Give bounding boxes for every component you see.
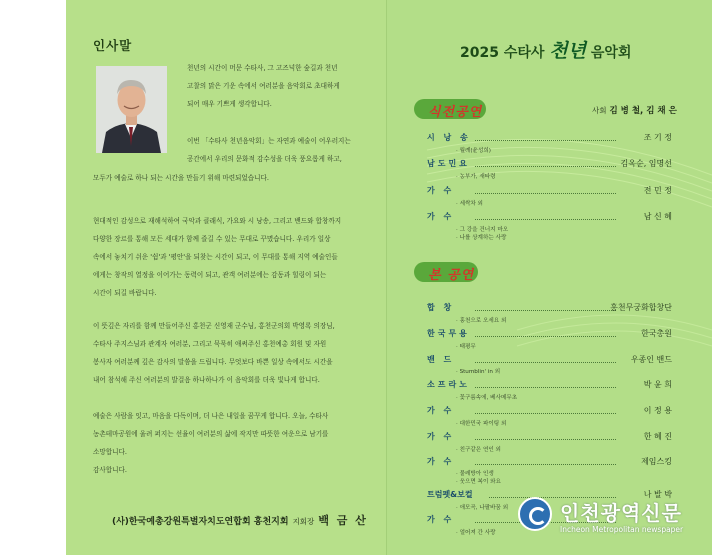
greeting-line: 공간에서 우리의 문화적 감수성을 더욱 풍요롭게 하고, [187,155,342,163]
program-category: 합 창 [427,303,455,312]
program-category: 가 수 [427,406,455,415]
program-category: 소프라노 [427,380,470,389]
program-item [427,456,672,468]
program-item [427,158,672,170]
program-title-suffix: 음악회 [590,45,632,61]
mc-names: 김 병 철, 김 채 은 [609,106,677,116]
program-category: 남도민요 [427,159,470,168]
program-category: 트럼펫&보컬 [427,490,473,499]
program-item [427,328,672,340]
dotted-leader [475,219,616,220]
signature-name: 백 금 산 [318,514,368,527]
dotted-leader [475,140,616,141]
greeting-line: 예술은 사람을 잇고, 마음을 다독이며, 더 나은 내일을 꿈꾸게 합니다. 오늘, 수타사 [93,412,329,420]
program-song: · 친구같은 연인 외 [456,445,501,453]
program-song: · 나를 상계하는 사랑 [456,233,506,241]
dotted-leader [475,336,616,337]
program-item [427,132,672,144]
newspaper-watermark [518,495,712,547]
greeting-line: 현대적인 감성으로 재해석하여 국악과 클래식, 가요와 시 낭송, 그리고 밴드와 합창까지 [93,217,342,225]
dotted-leader [475,362,616,363]
program-performer: 홍천무궁화합창단 [610,303,672,312]
mc-credit [592,104,677,116]
program-song: · 웃으면 복이 와요 [456,477,501,485]
program-song: · 대한민국 파이팅 외 [456,419,506,427]
program-item [427,302,672,314]
greeting-signature [112,512,368,528]
greeting-title: 인사말 [93,38,133,53]
greeting-line: 되어 매우 기쁘게 생각합니다. [187,100,272,108]
greeting-line: 이 뜻깊은 자리를 함께 만들어주신 홍천군 신영재 군수님, 홍천군의회 박영록 의장님, [93,322,335,330]
mc-label: 사회 [592,106,607,115]
greeting-line: 다양한 장르를 통해 모든 세대가 함께 즐길 수 있는 무대로 꾸몄습니다. 우리가 일상 [93,235,331,243]
program-category: 밴 드 [427,355,455,364]
program-performer: 남 신 혜 [643,212,672,221]
greeting-line: 천년의 시간이 머문 수타사, 그 고즈넉한 숲길과 천년 [187,64,338,72]
program-title-prefix: 2025 수타사 [460,45,545,61]
program-title-script: 천년 [549,40,587,62]
program-item [427,431,672,443]
greeting-line: 이번 「수타사 천년음악회」는 자연과 예술이 어우러지는 [187,137,351,145]
program-performer: 조 기 정 [643,133,672,142]
dotted-leader [475,439,616,440]
program-performer: 김옥순, 임명선 [620,159,672,168]
program-song: · 얼어져 간 사랑 [456,528,496,536]
dotted-leader [475,166,616,167]
greeting-line: 농촌테마공원에 울려 퍼지는 선율이 여러분의 삶에 작지만 따뜻한 여운으로 남기를 [93,430,329,438]
program-performer: 한 혜 진 [643,432,672,441]
program-performer: 한국총원 [641,329,672,338]
program-song: · 세싹차 외 [456,199,483,207]
signature-org: (사)한국예총강원특별자치도연합회 홍천지회 [112,517,289,527]
program-category: 가 수 [427,515,455,524]
dotted-leader [475,464,616,465]
program-performer: 박 윤 희 [643,380,672,389]
program-song: · 태평무 [456,342,476,350]
dotted-leader [475,193,616,194]
program-song: · 농부가, 새타령 [456,172,496,180]
program-performer: 제임스킹 [641,457,672,466]
greeting-line: 에게는 창작의 열정을 이어가는 동력이 되고, 관객 여러분에는 감동과 힐링이 되는 [93,271,327,279]
program-category: 한국무용 [427,329,470,338]
program-item [427,211,672,223]
program-performer: 나 발 박 [643,490,672,499]
program-item [427,185,672,197]
dotted-leader [475,413,616,414]
program-item [427,354,672,366]
pre-performance-banner [414,99,504,119]
program-song: · 꽃구름속에, 베사메무초 [456,393,517,401]
pre-performance-label: 식전공연 [428,105,483,120]
program-performer: 우종인 밴드 [630,355,672,364]
newspaper-logo-icon [518,497,552,531]
program-title [460,36,631,63]
program-performer: 전 민 정 [643,186,672,195]
program-category: 시 낭 송 [427,133,471,142]
program-performer: 이 정 용 [643,406,672,415]
program-song: · Stumblin' in 외 [456,367,500,375]
main-performance-label: 본 공연 [428,268,475,283]
dotted-leader [475,310,616,311]
greeting-line: 봉사자 여러분께 깊은 감사의 말씀을 드립니다. 무엇보다 바쁜 일상 속에서도 시간을 [93,358,333,366]
program-item [427,405,672,417]
program-song: · 애모곡, 나팔바꿈 외 [456,503,508,511]
main-performance-banner [414,262,504,282]
watermark-english: Incheon Metropolitan newspaper [560,525,684,534]
program-category: 가 수 [427,212,455,221]
program-song: · 월례(윤성희) [456,146,491,154]
greeting-line: 내어 참석해 주신 여러분의 발걸음 하나하나가 이 음악회를 더욱 빛나게 합니다. [93,376,320,384]
greeting-line: 감사합니다. [93,466,127,474]
program-category: 가 수 [427,457,455,466]
greeting-line: 소망합니다. [93,448,127,456]
chairman-portrait [96,66,167,153]
signature-role: 지회장 [292,517,315,526]
greeting-line: 수타사 주지스님과 관계자 여러분, 그리고 묵묵히 애써주신 홍천예총 회원 및 자원 [93,340,327,348]
greeting-line: 고찰의 맑은 기운 속에서 여러분을 음악회로 초대하게 [187,82,340,90]
program-song: · 홍천으로 오세요 외 [456,316,506,324]
program-category: 가 수 [427,432,455,441]
dotted-leader [475,387,616,388]
program-song: · 그 강을 건너지 마오 [456,225,508,233]
greeting-line: 시간이 되길 바랍니다. [93,289,157,297]
program-song: · 물레방아 인생 [456,469,494,477]
program-item [427,379,672,391]
watermark-korean: 인천광역신문 [560,501,682,525]
program-category: 가 수 [427,186,455,195]
greeting-line: 속에서 놓치기 쉬운 '쉼'과 '평안'을 되찾는 시간이 되고, 이 무대를 통해 지역 예술인들 [93,253,338,261]
greeting-line: 모두가 예술로 하나 되는 시간을 만들기 위해 마련되었습니다. [93,174,270,182]
